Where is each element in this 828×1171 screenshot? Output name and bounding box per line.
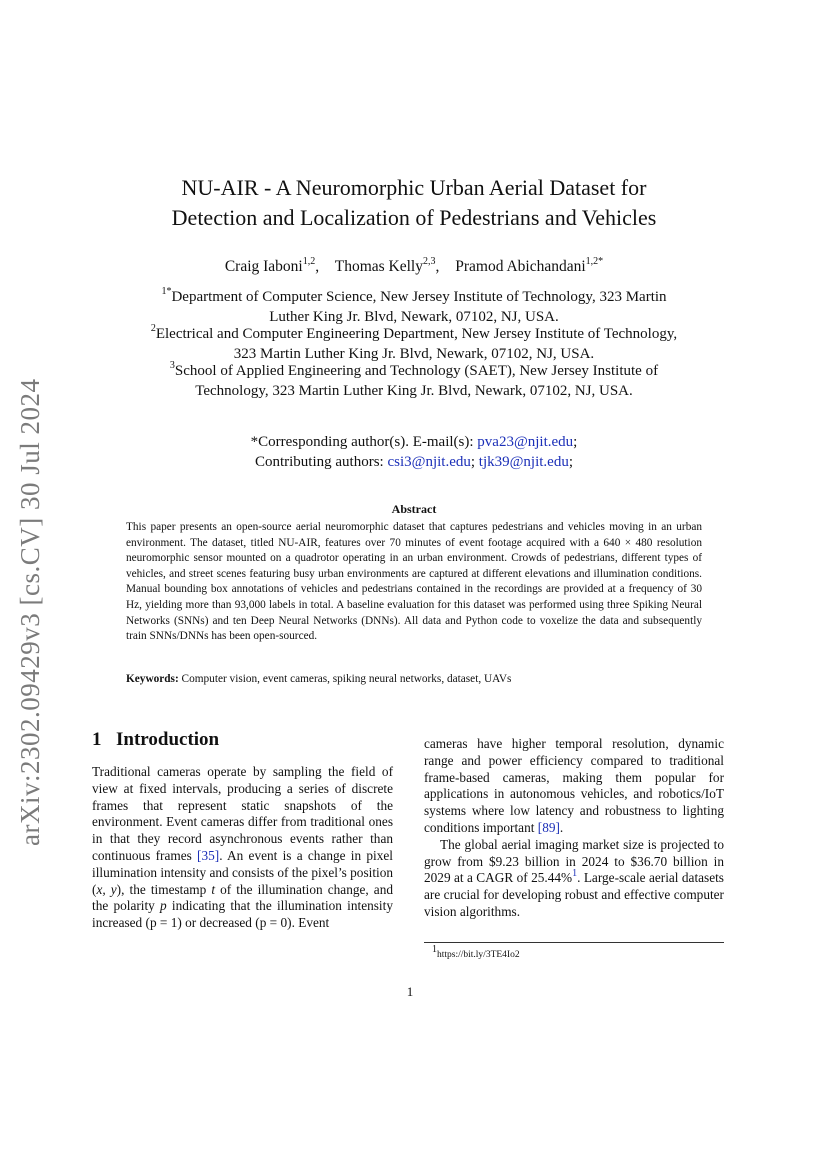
author-affil-marker: 1,2* <box>585 255 604 267</box>
title-line: NU-AIR - A Neuromorphic Urban Aerial Dataset for <box>181 175 647 200</box>
correspondence-block <box>100 432 728 472</box>
affiliation-marker: 2 <box>150 323 156 334</box>
body-text: . <box>559 819 564 835</box>
author-list <box>80 257 748 277</box>
footnote <box>432 943 724 960</box>
author-affil-marker: 1,2 <box>302 255 316 267</box>
abstract-text: This paper presents an open-source aerial neuromorphic dataset that captures pedestrians and vehicles moving in an urban environment. The dataset, titled NU-AIR, features over 70 minutes of event footage acquired with a 640 × 480 resolution neuromorphic sensor mounted on a quadrotor operating in an urban environment. Crowds of pedestrians, different types of vehicles, and street scenes featuring busy urban environments are captured at different elevations and illumination conditions. Manual bounding box annotations of vehicles and pedestrians contained in the recordings are provided at a frequency of 30 Hz, yielding more than 93,000 labels in total. A baseline evaluation for this dataset was performed using three Spiking Neural Networks (SNNs) and ten Deep Neural Networks (DNNs). All data and Python code to voxelize the data and subsequently train SNNs/DNNs has been open-sourced. <box>126 521 702 643</box>
affiliation-line: Electrical and Computer Engineering Department, New Jersey Institute of Technology, <box>155 326 678 342</box>
affiliation-marker: 3 <box>169 360 175 371</box>
punctuation: ; <box>568 454 574 470</box>
affiliation-line: Department of Computer Science, New Jersey Institute of Technology, 323 Martin <box>171 289 667 305</box>
math-variable: p <box>160 898 167 914</box>
page-number: 1 <box>406 984 414 999</box>
paragraph <box>424 736 724 837</box>
body-text: . Large-scale aerial datasets are crucial for developing robust and effective computer vision algorithms. <box>424 870 724 919</box>
body-text: cameras have higher temporal resolution, dynamic range and power efficiency compared to traditional frame-based cameras, making them popular for applications in autonomous vehicles, and robotics/IoT systems where low latency and robustness to lighting conditions important <box>424 736 724 835</box>
body-text: Traditional cameras operate by sampling the field of view at fixed intervals, producing a series of discrete frames that represent static snapshots of the environment. Event cameras differ from traditional ones in that they record asynchronous events rather than continuous frames <box>92 764 393 863</box>
citation-link[interactable]: [35] <box>197 847 220 863</box>
affiliation-line: 323 Martin Luther King Jr. Blvd, Newark, 07102, NJ, USA. <box>233 346 595 362</box>
keywords <box>126 672 702 687</box>
section-number: 1 <box>92 729 102 750</box>
intro-column-right <box>424 736 724 921</box>
footnote-divider <box>424 942 724 943</box>
arxiv-identifier: arXiv:2302.09429v3 [cs.CV] 30 Jul 2024 <box>15 378 45 846</box>
body-text: of the illumination change, and the polarity <box>92 881 394 914</box>
paragraph <box>424 837 724 921</box>
correspondence-label: *Corresponding author(s). E-mail(s): <box>250 434 478 450</box>
abstract-heading: Abstract <box>391 502 437 516</box>
contributing-label: Contributing authors: <box>254 454 388 470</box>
contributing-email-link[interactable]: csi3@njit.edu <box>387 454 471 470</box>
author-name: Pramod Abichandani <box>455 258 586 275</box>
author-affil-marker: 2,3 <box>422 255 436 267</box>
author-separator: , <box>315 258 320 275</box>
corresponding-email-link[interactable]: pva23@njit.edu <box>477 434 574 450</box>
footnote-url[interactable]: https://bit.ly/3TE4Io2 <box>437 950 520 960</box>
keywords-label: Keywords: <box>126 673 179 685</box>
affiliation <box>100 324 728 364</box>
footnote-mark: 1 <box>432 943 437 955</box>
section-title: Introduction <box>116 729 220 750</box>
section-heading <box>92 729 402 751</box>
paper-title <box>80 173 748 233</box>
contributing-email-link[interactable]: tjk39@njit.edu <box>478 454 569 470</box>
math-variable: x, y <box>96 881 117 897</box>
body-text: ), the timestamp <box>116 881 212 897</box>
affiliation <box>100 287 728 327</box>
affiliation-line: Luther King Jr. Blvd, Newark, 07102, NJ, USA. <box>269 309 559 325</box>
body-text: indicating that the illumination intensity increased (p = 1) or decreased (p = 0). Event <box>92 898 393 931</box>
punctuation: ; <box>470 454 479 470</box>
body-text: . An event is a change in pixel illumination intensity and consists of the pixel’s position ( <box>92 847 394 897</box>
affiliation-line: School of Applied Engineering and Technology (SAET), New Jersey Institute of <box>174 363 659 379</box>
intro-column-left <box>92 764 393 932</box>
affiliation <box>100 361 728 401</box>
affiliation-marker: 1* <box>161 286 172 297</box>
math-variable: t <box>211 881 216 897</box>
author-name: Craig Iaboni <box>224 258 303 275</box>
title-line: Detection and Localization of Pedestrians and Vehicles <box>171 205 657 230</box>
punctuation: ; <box>573 434 578 450</box>
keywords-text: Computer vision, event cameras, spiking neural networks, dataset, UAVs <box>181 673 512 685</box>
author-name: Thomas Kelly <box>334 258 423 275</box>
affiliation-line: Technology, 323 Martin Luther King Jr. Blvd, Newark, 07102, NJ, USA. <box>195 383 633 399</box>
author-separator: , <box>435 258 440 275</box>
body-text: The global aerial imaging market size is projected to grow from $9.23 billion in 2024 to $36.70 billion in 2029 at a CAGR of 25.44% <box>424 836 724 886</box>
footnote-marker-link[interactable]: 1 <box>572 867 578 879</box>
citation-link[interactable]: [89] <box>537 819 560 835</box>
